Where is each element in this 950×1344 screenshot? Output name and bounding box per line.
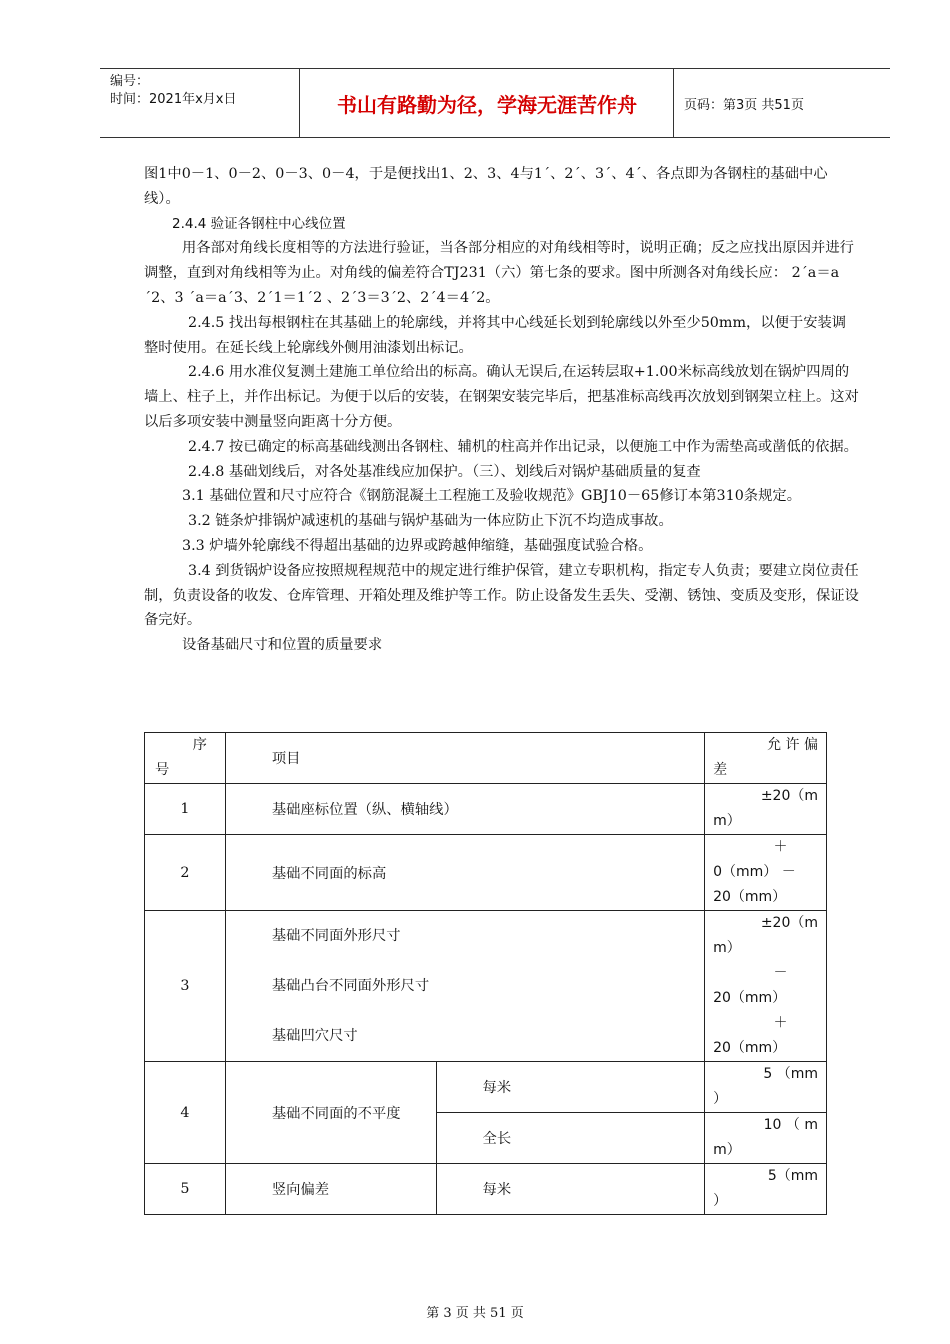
paragraph: 2.4.5 找出每根钢柱在其基础上的轮廓线，并将其中心线延长划到轮廓线以外至少50mm，以便于安装调整时使用。在延长线上轮廓线外侧用油漆划出标记。 — [144, 314, 847, 356]
document-body — [144, 162, 860, 658]
table-row — [145, 1164, 827, 1215]
paragraph: 用各部对角线长度相等的方法进行验证，当各部分相应的对角线相等时，说明正确；反之应找出原因并进行调整，直到对角线相等为止。对角线的偏差符合TJ231（六）第七条的要求。图中所测各对角线长应： 2´a＝a´2、3 ´a＝a´3、2´1＝1´2 、2´3＝3´2、2´4＝4´2。 — [144, 240, 854, 306]
row-seq: 4 — [145, 1062, 226, 1164]
section-heading: 2.4.4 验证各钢柱中心线位置 — [172, 215, 346, 232]
row-tolerance: ±20（m m） － 20（mm） ＋ 20（mm） — [705, 911, 827, 1062]
row-items — [225, 911, 704, 1062]
table-row — [145, 911, 827, 1062]
row-subitem: 每米 — [436, 1062, 705, 1113]
table-row — [145, 784, 827, 835]
page-header — [100, 68, 890, 138]
table-row — [145, 835, 827, 911]
paragraph: 图1中0－1、0－2、0－3、0－4，于是便找出1、2、3、4与1´、2´、3´、4´、各点即为各钢柱的基础中心线）。 — [144, 166, 828, 207]
row-seq: 3 — [145, 911, 226, 1062]
row-seq: 5 — [145, 1164, 226, 1215]
paragraph: 2.4.6 用水准仪复测土建施工单位给出的标高。确认无误后,在运转层取+1.00米标高线放划在锅炉四周的墙上、柱子上，并作出标记。为便于以后的安装，在钢架安装完毕后，把基准标高线再次放划到钢架立柱上。这对以后多项安装中测量竖向距离十分方便。 — [144, 364, 859, 430]
row-seq: 1 — [145, 784, 226, 835]
time-label: 时间：2021年x月x日 — [110, 92, 237, 107]
code-label: 编号： — [110, 74, 150, 89]
row-item: 基础不同面的标高 — [225, 835, 704, 911]
header-motto: 书山有路勤为径，学海无涯苦作舟 — [301, 69, 674, 137]
page-footer: 第 3 页 共 51 页 — [426, 1306, 524, 1321]
row-tolerance: ±20（m m） — [705, 784, 827, 835]
row-item: 基础凹穴尺寸 — [271, 1028, 358, 1044]
row-item: 竖向偏差 — [225, 1164, 436, 1215]
header-page-label: 页码：第3页 共51页 — [684, 97, 804, 113]
row-tolerance: 5 （mm ） — [705, 1062, 827, 1113]
table-caption: 设备基础尺寸和位置的质量要求 — [182, 637, 383, 654]
paragraph: 3.4 到货锅炉设备应按照规程规范中的规定进行维护保管，建立专职机构，指定专人负责；要建立岗位责任制，负责设备的收发、仓库管理、开箱处理及维护等工作。防止设备发生丢失、受潮、锈蚀、变质及变形，保证设备完好。 — [144, 562, 859, 629]
paragraph: 3.1 基础位置和尺寸应符合《钢筋混凝土工程施工及验收规范》GBJ10－65修订本第310条规定。 — [182, 488, 801, 505]
header-tolerance: 允 许 偏 差 — [705, 733, 827, 784]
paragraph: 3.2 链条炉排锅炉减速机的基础与锅炉基础为一体应防止下沉不均造成事故。 — [188, 513, 673, 530]
paragraph: 3.3 炉墙外轮廓线不得超出基础的边界或跨越伸缩缝，基础强度试验合格。 — [182, 537, 653, 554]
quality-requirements-table — [144, 732, 827, 1215]
row-item: 基础凸台不同面外形尺寸 — [271, 978, 430, 994]
table-row — [145, 1062, 827, 1113]
header-meta — [100, 69, 300, 137]
row-item: 基础不同面外形尺寸 — [271, 928, 401, 944]
row-seq: 2 — [145, 835, 226, 911]
header-seq: 序 号 — [145, 733, 226, 784]
row-tolerance: 5（mm ） — [705, 1164, 827, 1215]
header-item: 项目 — [225, 733, 704, 784]
table-header-row — [145, 733, 827, 784]
row-tolerance: 10 （ m m） — [705, 1113, 827, 1164]
row-item: 基础不同面的不平度 — [225, 1062, 436, 1164]
row-subitem: 每米 — [436, 1164, 705, 1215]
paragraph: 2.4.7 按已确定的标高基础线测出各钢柱、辅机的柱高并作出记录，以便施工中作为需垫高或凿低的依据。 — [188, 438, 858, 455]
row-subitem: 全长 — [436, 1113, 705, 1164]
row-item: 基础座标位置（纵、横轴线） — [225, 784, 704, 835]
paragraph: 2.4.8 基础划线后，对各处基准线应加保护。（三）、划线后对锅炉基础质量的复查 — [188, 463, 701, 480]
row-tolerance: ＋ 0（mm） － 20（mm） — [705, 835, 827, 911]
